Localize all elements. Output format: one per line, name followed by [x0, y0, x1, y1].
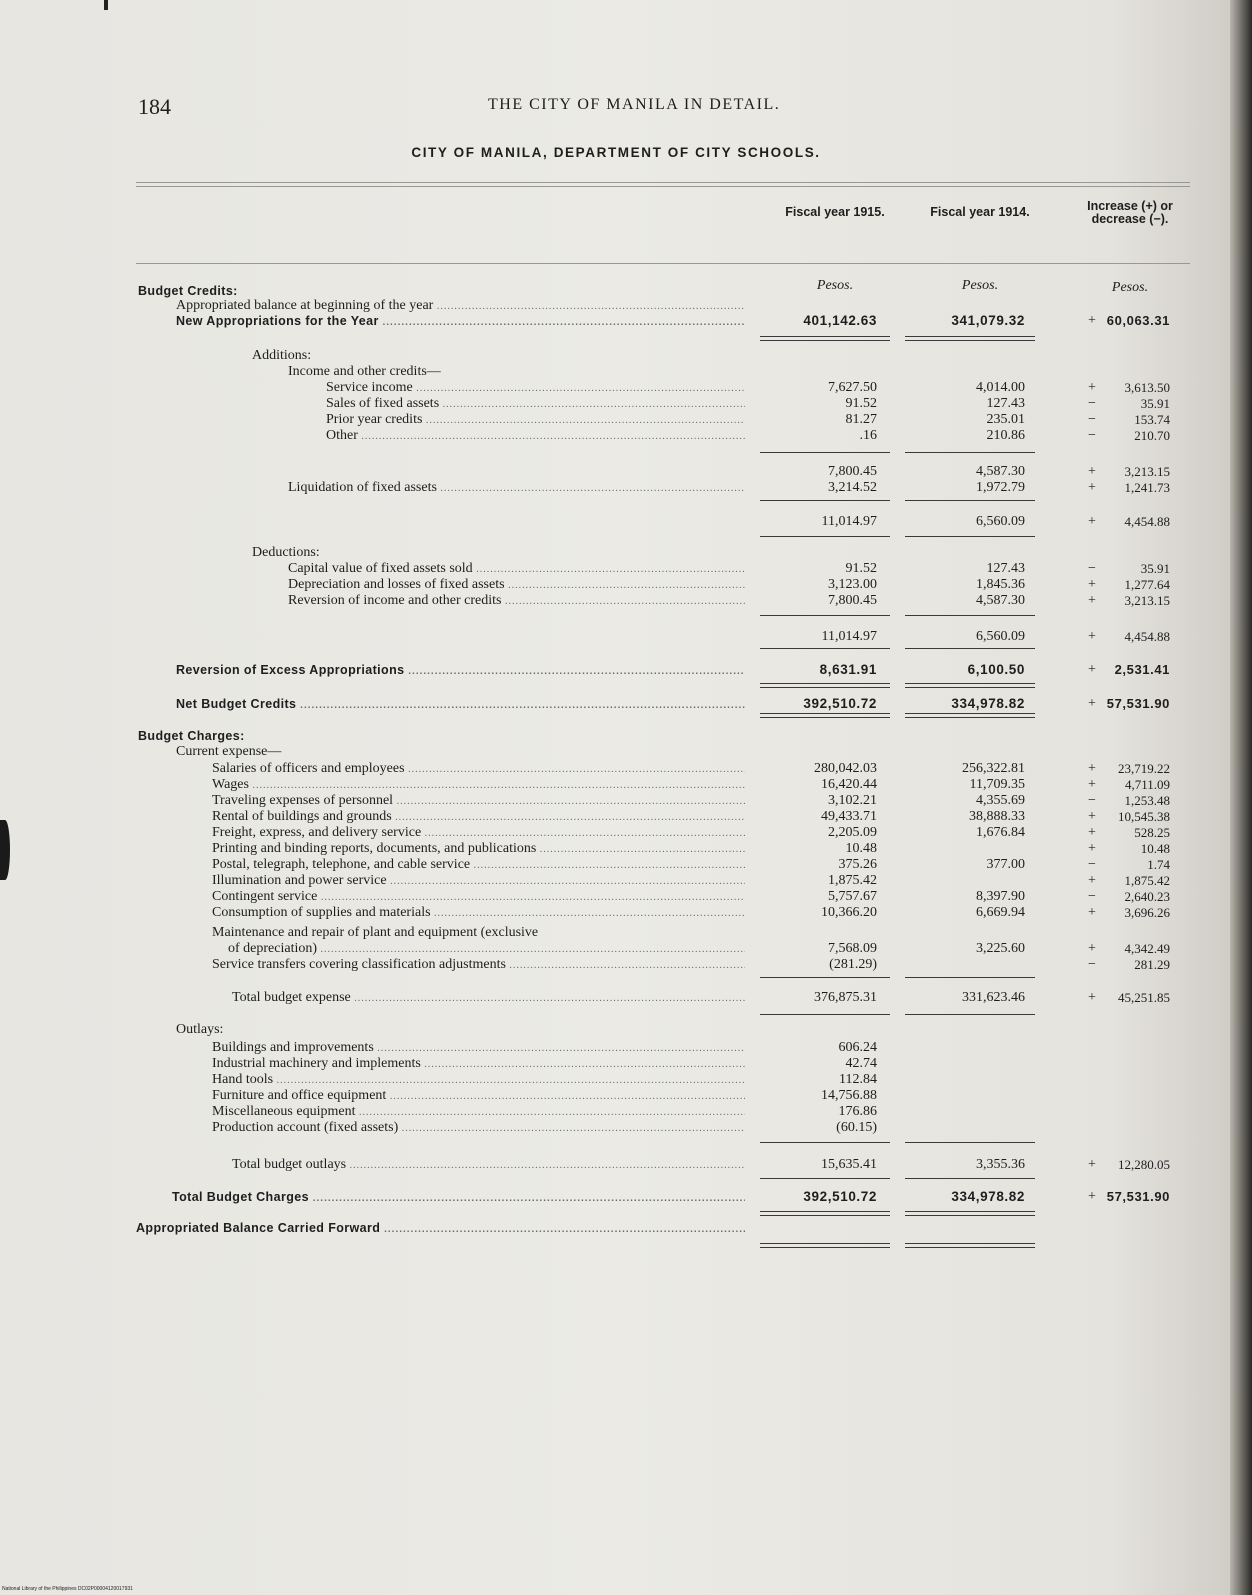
- change-sign: +: [1088, 593, 1096, 608]
- row-label-furniture-and-office-equipment: Furniture and office equipment .....: [212, 1088, 745, 1105]
- value-change: 1,277.64: [1124, 577, 1170, 592]
- value-1915: 91.52: [845, 561, 877, 576]
- value-1915: 3,214.52: [828, 480, 877, 495]
- value-1915: 49,433.71: [821, 809, 877, 824]
- change-sign: −: [1088, 412, 1096, 427]
- value-1915: (281.29): [829, 957, 877, 972]
- value-1914: 210.86: [986, 428, 1025, 443]
- change-sign: +: [1088, 662, 1096, 677]
- table-row: [0, 873, 1232, 889]
- change-sign: +: [1088, 696, 1096, 711]
- value-1915: 16,420.44: [821, 777, 877, 792]
- table-row: [0, 990, 1232, 1006]
- scan-credit: National Library of the Philippines DC02P00004120017931: [2, 1586, 133, 1592]
- row-label-prior-year-credits: Prior year credits .....: [326, 412, 745, 429]
- double-total-rule: [760, 713, 890, 718]
- change-sign: +: [1088, 809, 1096, 824]
- table-row: [0, 1088, 1232, 1104]
- value-change: 1,253.48: [1124, 793, 1170, 808]
- value-1914: 11,709.35: [969, 777, 1025, 792]
- value-1915: 11,014.97: [821, 629, 877, 644]
- table-row: [0, 1056, 1232, 1072]
- value-1915: 7,568.09: [828, 941, 877, 956]
- table-row: [0, 744, 1232, 760]
- value-1915: 392,510.72: [803, 696, 877, 711]
- table-row: [0, 380, 1232, 396]
- double-total-rule: [760, 1211, 890, 1216]
- subtotal-rule: [760, 1014, 890, 1015]
- change-sign: +: [1088, 1189, 1096, 1204]
- subtotal-rule: [905, 452, 1035, 453]
- row-label-miscellaneous-equipment: Miscellaneous equipment .....: [212, 1104, 745, 1121]
- subtotal-rule: [760, 1142, 890, 1143]
- change-sign: +: [1088, 761, 1096, 776]
- header-bottom-rule: [136, 263, 1190, 264]
- row-label-printing-and-binding-reports-documents-and-publications: Printing and binding reports, documents, and publications .....: [212, 841, 745, 858]
- row-label-contingent-service: Contingent service .....: [212, 889, 745, 906]
- value-1915: 2,205.09: [828, 825, 877, 840]
- table-row: [0, 412, 1232, 428]
- row-label-maintenance-and-repair-of-plant-and-equipment-exclusive: Maintenance and repair of plant and equipment (exclusive: [212, 925, 539, 940]
- row-label-budget-charges: Budget Charges:: [138, 729, 245, 743]
- table-row: [0, 629, 1232, 645]
- value-change: 281.29: [1134, 957, 1170, 972]
- table-row: [0, 841, 1232, 857]
- value-1914: 4,355.69: [976, 793, 1025, 808]
- subtotal-rule: [760, 615, 890, 616]
- value-change: 2,640.23: [1124, 889, 1170, 904]
- table-row: [0, 957, 1232, 973]
- value-1915: (60.15): [836, 1120, 877, 1135]
- row-label-production-account-fixed-assets: Production account (fixed assets) .....: [212, 1120, 745, 1137]
- table-row: [0, 1104, 1232, 1120]
- table-row: [0, 480, 1232, 496]
- row-label-service-income: Service income .....: [326, 380, 745, 397]
- subtotal-rule: [760, 1178, 890, 1179]
- change-sign: −: [1088, 561, 1096, 576]
- value-1915: 10.48: [845, 841, 877, 856]
- row-label-traveling-expenses-of-personnel: Traveling expenses of personnel .....: [212, 793, 745, 810]
- value-1915: 14,756.88: [821, 1088, 877, 1103]
- change-sign: +: [1088, 313, 1096, 328]
- table-row: [0, 1040, 1232, 1056]
- value-1915: 375.26: [838, 857, 877, 872]
- row-label-hand-tools: Hand tools .....: [212, 1072, 745, 1089]
- value-1915: 11,014.97: [821, 514, 877, 529]
- value-change: 153.74: [1134, 412, 1170, 427]
- value-1914: 38,888.33: [969, 809, 1025, 824]
- value-change: 2,531.41: [1114, 662, 1170, 677]
- double-total-rule: [760, 1243, 890, 1248]
- change-sign: +: [1088, 1157, 1096, 1172]
- row-label-rental-of-buildings-and-grounds: Rental of buildings and grounds .....: [212, 809, 745, 826]
- table-row: [0, 777, 1232, 793]
- table-row: [0, 298, 1232, 314]
- double-total-rule: [760, 336, 890, 341]
- value-1914: 3,225.60: [976, 941, 1025, 956]
- change-sign: −: [1088, 889, 1096, 904]
- running-head: THE CITY OF MANILA IN DETAIL.: [488, 96, 781, 113]
- value-1915: 3,123.00: [828, 577, 877, 592]
- change-sign: −: [1088, 793, 1096, 808]
- row-label-wages: Wages .....: [212, 777, 745, 794]
- change-sign: +: [1088, 629, 1096, 644]
- value-1915: 3,102.21: [828, 793, 877, 808]
- column-header-1915: Fiscal year 1915.: [785, 205, 885, 219]
- value-1914: 1,972.79: [976, 480, 1025, 495]
- value-change: 1,875.42: [1124, 873, 1170, 888]
- row-label-budget-credits: Budget Credits:: [138, 284, 238, 298]
- row-label-appropriated-balance-at-beginning-of-the-year: Appropriated balance at beginning of the year .....: [176, 298, 745, 315]
- value-1914: 6,100.50: [967, 662, 1025, 677]
- header-top-rule: [136, 182, 1190, 183]
- value-1914: 6,560.09: [976, 514, 1025, 529]
- change-sign: +: [1088, 777, 1096, 792]
- row-label-other: Other .....: [326, 428, 745, 445]
- value-1915: 91.52: [845, 396, 877, 411]
- value-change: 210.70: [1134, 428, 1170, 443]
- value-change: 1.74: [1147, 857, 1170, 872]
- value-change: 60,063.31: [1106, 313, 1170, 328]
- double-total-rule: [905, 683, 1035, 688]
- subtotal-rule: [760, 500, 890, 501]
- value-1915: 280,042.03: [814, 761, 877, 776]
- value-change: 4,454.88: [1124, 514, 1170, 529]
- row-label-of-depreciation: of depreciation) .....: [228, 941, 745, 958]
- table-row: [0, 925, 1232, 941]
- value-change: 10.48: [1140, 841, 1170, 856]
- value-1915: 42.74: [845, 1056, 877, 1071]
- change-sign: −: [1088, 396, 1096, 411]
- row-label-illumination-and-power-service: Illumination and power service .....: [212, 873, 745, 890]
- table-row: [0, 889, 1232, 905]
- subtotal-rule: [905, 1142, 1035, 1143]
- value-1915: 7,800.45: [828, 593, 877, 608]
- value-1914: 1,845.36: [976, 577, 1025, 592]
- page-edge-shadow: [1230, 0, 1252, 1595]
- table-row: [0, 428, 1232, 444]
- double-total-rule: [760, 683, 890, 688]
- table-row: [0, 561, 1232, 577]
- table-title: CITY OF MANILA, DEPARTMENT OF CITY SCHOOLS.: [411, 145, 821, 160]
- value-1915: 5,757.67: [828, 889, 877, 904]
- row-label-service-transfers-covering-classification-adjustments: Service transfers covering classification adjustments .....: [212, 957, 745, 974]
- row-label-liquidation-of-fixed-assets: Liquidation of fixed assets .....: [288, 480, 745, 497]
- value-change: 3,213.15: [1124, 464, 1170, 479]
- row-label-postal-telegraph-telephone-and-cable-service: Postal, telegraph, telephone, and cable service .....: [212, 857, 745, 874]
- change-sign: +: [1088, 873, 1096, 888]
- value-change: 10,545.38: [1118, 809, 1170, 824]
- change-sign: +: [1088, 841, 1096, 856]
- row-label-outlays: Outlays:: [176, 1022, 224, 1037]
- value-1915: 7,800.45: [828, 464, 877, 479]
- row-label-sales-of-fixed-assets: Sales of fixed assets .....: [326, 396, 745, 413]
- value-1914: 6,669.94: [976, 905, 1025, 920]
- row-label-consumption-of-supplies-and-materials: Consumption of supplies and materials .....: [212, 905, 745, 922]
- table-row: [0, 545, 1232, 561]
- row-label-additions: Additions:: [252, 348, 312, 363]
- row-label-total-budget-outlays: Total budget outlays .....: [232, 1157, 745, 1174]
- value-change: 3,613.50: [1124, 380, 1170, 395]
- row-label-total-budget-charges: Total Budget Charges .....: [172, 1189, 745, 1207]
- subtotal-rule: [905, 500, 1035, 501]
- header-top-rule-2: [136, 186, 1190, 187]
- change-sign: +: [1088, 990, 1096, 1005]
- unit-change: Pesos.: [1111, 280, 1149, 295]
- value-1915: 176.86: [838, 1104, 877, 1119]
- value-1915: 15,635.41: [821, 1157, 877, 1172]
- value-1915: 1,875.42: [828, 873, 877, 888]
- table-row: [0, 348, 1232, 364]
- double-total-rule: [905, 1243, 1035, 1248]
- value-change: 57,531.90: [1106, 1189, 1170, 1204]
- value-1915: 112.84: [839, 1072, 877, 1087]
- value-1915: .16: [859, 428, 877, 443]
- table-row: [0, 662, 1232, 678]
- value-change: 4,454.88: [1124, 629, 1170, 644]
- double-total-rule: [905, 713, 1035, 718]
- value-change: 4,342.49: [1124, 941, 1170, 956]
- change-sign: +: [1088, 480, 1096, 495]
- table-row: [0, 1189, 1232, 1205]
- row-label-freight-express-and-delivery-service: Freight, express, and delivery service .....: [212, 825, 745, 842]
- table-row: [0, 283, 1232, 299]
- change-sign: +: [1088, 514, 1096, 529]
- table-row: [0, 1022, 1232, 1038]
- row-label-buildings-and-improvements: Buildings and improvements .....: [212, 1040, 745, 1057]
- subtotal-rule: [760, 536, 890, 537]
- subtotal-rule: [905, 977, 1035, 978]
- table-row: [0, 941, 1232, 957]
- subtotal-rule: [905, 648, 1035, 649]
- table-row: [0, 396, 1232, 412]
- value-change: 528.25: [1134, 825, 1170, 840]
- table-row: [0, 793, 1232, 809]
- double-total-rule: [905, 1211, 1035, 1216]
- value-1914: 377.00: [986, 857, 1025, 872]
- double-total-rule: [905, 336, 1035, 341]
- value-1915: 376,875.31: [814, 990, 877, 1005]
- row-label-salaries-of-officers-and-employees: Salaries of officers and employees .....: [212, 761, 745, 778]
- row-label-net-budget-credits: Net Budget Credits .....: [176, 696, 745, 714]
- change-sign: +: [1088, 825, 1096, 840]
- table-row: [0, 825, 1232, 841]
- value-1914: 331,623.46: [962, 990, 1025, 1005]
- value-1914: 334,978.82: [951, 1189, 1025, 1204]
- table-row: [0, 1157, 1232, 1173]
- value-change: 35.91: [1140, 561, 1170, 576]
- table-row: [0, 577, 1232, 593]
- change-sign: −: [1088, 957, 1096, 972]
- column-header-change: Increase (+) or decrease (−).: [1087, 199, 1173, 226]
- value-change: 4,711.09: [1124, 777, 1170, 792]
- change-sign: +: [1088, 380, 1096, 395]
- table-row: [0, 728, 1232, 744]
- value-change: 1,241.73: [1124, 480, 1170, 495]
- value-1915: 10,366.20: [821, 905, 877, 920]
- change-sign: +: [1088, 905, 1096, 920]
- value-1914: 4,014.00: [976, 380, 1025, 395]
- row-label-appropriated-balance-carried-forward: Appropriated Balance Carried Forward .....: [136, 1220, 745, 1238]
- column-header-1914: Fiscal year 1914.: [930, 205, 1030, 219]
- subtotal-rule: [905, 536, 1035, 537]
- row-label-current-expense: Current expense—: [176, 744, 282, 759]
- value-change: 35.91: [1140, 396, 1170, 411]
- value-change: 3,696.26: [1124, 905, 1170, 920]
- subtotal-rule: [905, 615, 1035, 616]
- table-row: [0, 593, 1232, 609]
- value-1914: 235.01: [986, 412, 1025, 427]
- table-row: [0, 857, 1232, 873]
- row-label-new-appropriations-for-the-year: New Appropriations for the Year .....: [176, 313, 745, 331]
- change-sign: +: [1088, 464, 1096, 479]
- subtotal-rule: [905, 1014, 1035, 1015]
- value-1914: 334,978.82: [951, 696, 1025, 711]
- value-change: 23,719.22: [1118, 761, 1170, 776]
- scan-mark: [104, 0, 108, 10]
- subtotal-rule: [760, 452, 890, 453]
- table-row: [0, 1220, 1232, 1236]
- change-sign: +: [1088, 941, 1096, 956]
- value-1914: 341,079.32: [951, 313, 1025, 328]
- table-row: [0, 696, 1232, 712]
- unit-1915: Pesos.: [816, 278, 854, 293]
- value-1914: 3,355.36: [976, 1157, 1025, 1172]
- table-row: [0, 1072, 1232, 1088]
- value-1914: 4,587.30: [976, 464, 1025, 479]
- row-label-income-and-other-credits: Income and other credits—: [288, 364, 441, 379]
- table-row: [0, 905, 1232, 921]
- table-row: [0, 1120, 1232, 1136]
- value-1915: 401,142.63: [803, 313, 877, 328]
- table-row: [0, 364, 1232, 380]
- table-row: [0, 761, 1232, 777]
- value-1914: 6,560.09: [976, 629, 1025, 644]
- value-1914: 127.43: [986, 561, 1025, 576]
- row-label-capital-value-of-fixed-assets-sold: Capital value of fixed assets sold .....: [288, 561, 745, 578]
- subtotal-rule: [905, 1178, 1035, 1179]
- value-1915: 7,627.50: [828, 380, 877, 395]
- value-1914: 256,322.81: [962, 761, 1025, 776]
- value-1915: 8,631.91: [819, 662, 877, 677]
- table-row: [0, 514, 1232, 530]
- row-label-total-budget-expense: Total budget expense .....: [232, 990, 745, 1007]
- table-row: [0, 464, 1232, 480]
- change-sign: +: [1088, 577, 1096, 592]
- value-1914: 1,676.84: [976, 825, 1025, 840]
- change-sign: −: [1088, 857, 1096, 872]
- change-sign: −: [1088, 428, 1096, 443]
- value-1914: 127.43: [986, 396, 1025, 411]
- value-1915: 606.24: [838, 1040, 877, 1055]
- value-1914: 4,587.30: [976, 593, 1025, 608]
- row-label-reversion-of-income-and-other-credits: Reversion of income and other credits .....: [288, 593, 745, 610]
- value-1915: 81.27: [845, 412, 877, 427]
- value-1915: 392,510.72: [803, 1189, 877, 1204]
- value-change: 3,213.15: [1124, 593, 1170, 608]
- value-change: 45,251.85: [1118, 990, 1170, 1005]
- value-change: 57,531.90: [1106, 696, 1170, 711]
- value-1914: 8,397.90: [976, 889, 1025, 904]
- subtotal-rule: [760, 648, 890, 649]
- row-label-depreciation-and-losses-of-fixed-assets: Depreciation and losses of fixed assets .....: [288, 577, 745, 594]
- table-row: [0, 809, 1232, 825]
- unit-1914: Pesos.: [961, 278, 999, 293]
- table-row: [0, 313, 1232, 329]
- row-label-industrial-machinery-and-implements: Industrial machinery and implements .....: [212, 1056, 745, 1073]
- row-label-deductions: Deductions:: [252, 545, 320, 560]
- page-number: 184: [138, 94, 171, 119]
- subtotal-rule: [760, 977, 890, 978]
- value-change: 12,280.05: [1118, 1157, 1170, 1172]
- row-label-reversion-of-excess-appropriations: Reversion of Excess Appropriations .....: [176, 662, 745, 680]
